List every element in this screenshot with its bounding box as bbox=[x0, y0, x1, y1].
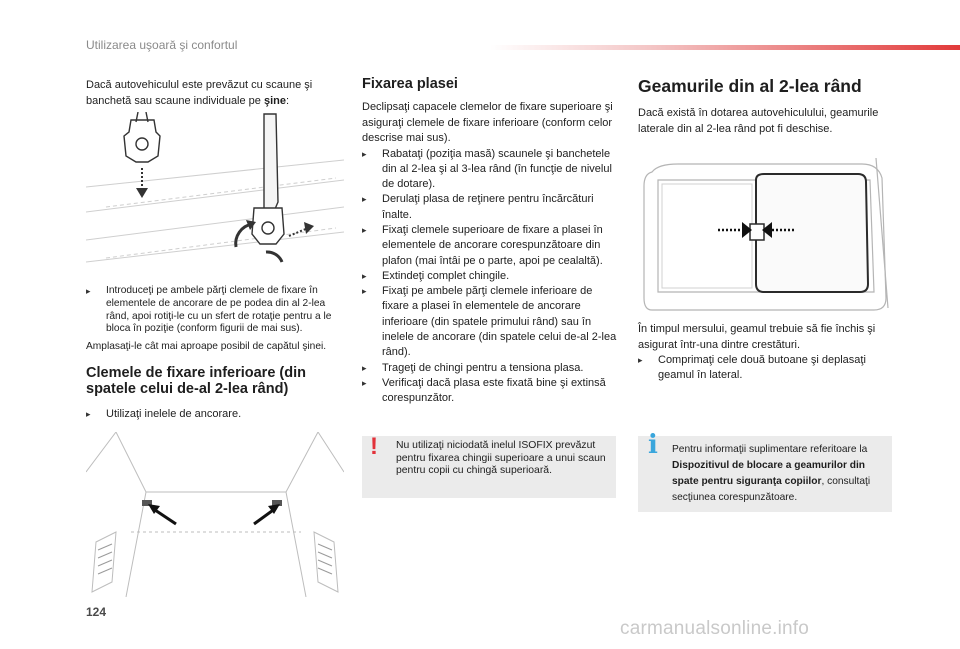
list-item: ▸ Utilizaţi inelele de ancorare. bbox=[86, 407, 344, 422]
page-header-title: Utilizarea uşoară şi confortul bbox=[86, 38, 238, 52]
bullet-arrow-icon: ▸ bbox=[362, 286, 367, 297]
list-item: ▸ Rabataţi (poziţia masă) scaunele şi banchetele din al 2-lea şi al 3-lea rând (în funcţie de nivelul de dotare). bbox=[362, 147, 618, 193]
bullet-arrow-icon: ▸ bbox=[362, 148, 367, 159]
column-left-lower bbox=[86, 285, 344, 422]
list-item: ▸ Trageţi de chingi pentru a tensiona plasa. bbox=[362, 361, 618, 376]
section-heading-net: Fixarea plasei bbox=[362, 76, 458, 92]
sliding-window-illustration bbox=[638, 158, 892, 316]
bullet-arrow-icon: ▸ bbox=[362, 270, 367, 281]
list-item: ▸ Verificaţi dacă plasa este fixată bine şi extinsă corespunzător. bbox=[362, 376, 618, 407]
windows-intro: Dacă există în dotarea autovehiculului, geamurile laterale din al 2-lea rând pot fi deschise. bbox=[638, 107, 879, 135]
header-accent-bar bbox=[490, 45, 960, 50]
section-heading-windows: Geamurile din al 2-lea rând bbox=[638, 76, 862, 96]
section-heading-lower-clips: Clemele de fixare inferioare (din spatele celui de-al 2-lea rând) bbox=[86, 365, 306, 398]
info-icon: i bbox=[648, 430, 658, 460]
bullet-arrow-icon: ▸ bbox=[362, 362, 367, 373]
bullet-arrow-icon: ▸ bbox=[86, 286, 91, 296]
rail-placement-text: Amplasaţi-le cât mai aproape posibil de capătul şinei. bbox=[86, 341, 327, 353]
intro-text: Dacă autovehiculul este prevăzut cu scaune şi banchetă sau scaune individuale pe bbox=[86, 79, 313, 107]
bullet-arrow-icon: ▸ bbox=[638, 355, 643, 365]
intro-colon: : bbox=[285, 94, 290, 107]
anchor-clip-illustration bbox=[86, 112, 344, 280]
sliding-window-drawing bbox=[638, 158, 892, 316]
exclamation-icon: ! bbox=[370, 433, 378, 460]
list-item: ▸ Fixaţi pe ambele părţi clemele inferioare de fixare a plasei în elementele de ancorare inferioare (din spatele primului rând) sau în inelele de ancorare (din spatele celui de-al 2-lea rând). bbox=[362, 284, 618, 360]
anchor-clip-drawing bbox=[86, 112, 344, 280]
column-right-lower bbox=[638, 322, 894, 384]
list-item: ▸ Extindeţi complet chingile. bbox=[362, 269, 618, 284]
bullet-arrow-icon: ▸ bbox=[362, 194, 367, 205]
warning-note: ! Nu utilizaţi niciodată inelul ISOFIX prevăzut pentru fixarea chingii superioare a unui scaun pentru copii cu chingă superioară. bbox=[362, 436, 616, 498]
intro-bold: şine bbox=[263, 94, 286, 107]
seat-rails-intro bbox=[86, 78, 344, 109]
list-item: ▸ Derulaţi plasa de reţinere pentru încărcături înalte. bbox=[362, 192, 618, 223]
net-intro: Declipsaţi capacele clemelor de fixare superioare şi asiguraţi clemele de fixare inferioare (conform celor descrise mai sus). bbox=[362, 101, 613, 144]
info-note: i Pentru informaţii suplimentare referitoare la Dispozitivul de blocare a geamurilor din spate pentru siguranţa copiilor, consultaţi secţiunea corespunzătoare. bbox=[638, 436, 892, 512]
watermark: carmanualsonline.info bbox=[620, 618, 810, 639]
column-left bbox=[86, 78, 344, 109]
windows-driving-text: În timpul mersului, geamul trebuie să fie închis şi asigurat într-una dintre crestături. bbox=[638, 323, 876, 351]
page-number: 124 bbox=[86, 605, 107, 619]
column-middle bbox=[362, 76, 618, 407]
list-item: ▸ Fixaţi clemele superioare de fixare a plasei în elementele de ancorare corespunzătoare din plafon (mai întâi pe o parte, apoi pe cealaltă). bbox=[362, 223, 618, 269]
cargo-floor-illustration bbox=[86, 432, 344, 597]
bullet-arrow-icon: ▸ bbox=[362, 224, 367, 235]
bullet-arrow-icon: ▸ bbox=[362, 377, 367, 388]
list-item: ▸ Introduceţi pe ambele părţi clemele de fixare în elementele de ancorare de pe podea din al 2-lea rând, apoi rotiţi-le cu un sfert de rotaţie pentru a le bloca în poziţie (conform figurii de mai sus). bbox=[86, 285, 332, 335]
list-item: ▸ Comprimaţi cele două butoane şi deplasaţi geamul în lateral. bbox=[638, 353, 894, 384]
bullet-arrow-icon: ▸ bbox=[86, 409, 91, 420]
column-right bbox=[638, 76, 894, 137]
net-steps-list bbox=[362, 147, 618, 407]
cargo-floor-drawing bbox=[86, 432, 344, 597]
